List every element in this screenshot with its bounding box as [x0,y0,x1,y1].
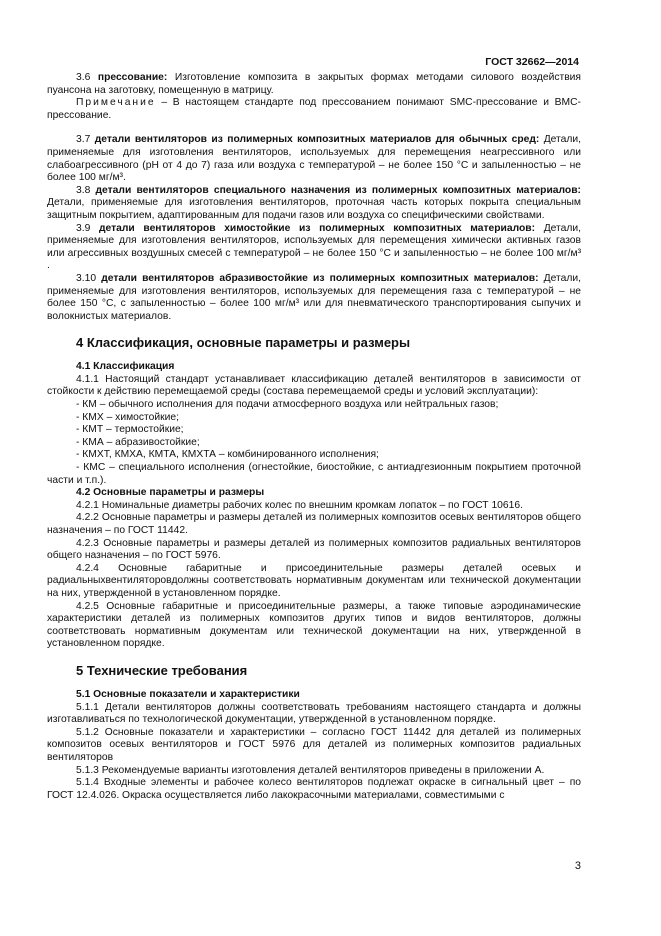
subsection-4-2-title: 4.2 Основные параметры и размеры [76,487,265,499]
clause-4-2-1: 4.2.1 Номинальные диаметры рабочих колес по внешним кромкам лопаток – по ГОСТ 10616. [76,499,523,511]
term: детали вентиляторов химостойкие из полимерных композитных материалов: [98,222,536,234]
clause-4-2-2: 4.2.2 Основные параметры и размеры деталей из полимерных композитов осевых вентиляторов общего назначения – по ГОСТ 11442. [47,512,581,536]
clause-3-8: 3.8 детали вентиляторов специального назначения из полимерных композитных материалов: Детали, применяемые для изготовления вентиляторов, проточная часть которых покрыта специальным защитным покрытием, адаптированным для подачи газов или воздуха со специфическими свойствами. [47,184,581,221]
clause-3-9: 3.9 детали вентиляторов химостойкие из полимерных композитных материалов: Детали, применяемые для изготовления вентиляторов, используемых для перемещения химически активных газов или агрессивных воздушных смесей с температурой – не более 150 °С и запыленностью – не более 100 мг/м³ . [47,222,581,272]
subsection-4-1-title: 4.1 Классификация [76,361,175,373]
document-body [47,72,581,802]
standard-header: ГОСТ 32662—2014 [485,56,579,68]
section-4-title: 4 Классификация, основные параметры и размеры [76,335,411,351]
term: детали вентиляторов специального назначения из полимерных композитных материалов: [95,184,581,196]
note: Примечание – В настоящем стандарте под прессованием понимают SMC-прессование и BMC-прессование. [47,97,581,121]
list-item: - КМС – специального исполнения (огнестойкие, биостойкие, с антиадгезионным покрытием проточной части и т.п.). [47,462,581,486]
clause-4-2-5: 4.2.5 Основные габаритные и присоединительные размеры, а также типовые аэродинамические характеристики деталей из полимерных композитов других типов и видов вентиляторов, должны соответствовать нормативным документам или технической документации на них, утвержденной в установленном порядке. [47,600,581,650]
clause-3-10: 3.10 детали вентиляторов абразивостойкие из полимерных композитных материалов: Детали, применяемые для изготовления вентиляторов, используемых для перемещения газа с температурой – не более 150 °С, с запыленностью – более 100 мг/м³ или для пневматического транспортирования сыпучих и волокнистых материалов. [47,272,581,322]
term: детали вентиляторов абразивостойкие из полимерных композитных материалов: [101,272,539,284]
list-item: - КМА – абразивостойкие; [76,436,200,448]
clause-3-6: 3.6 прессование: Изготовление композита в закрытых формах методами силового воздействия пуансона на заготовку, помещенную в матрицу. [47,72,581,96]
clause-5-1-2: 5.1.2 Основные показатели и характеристики – согласно ГОСТ 11442 для деталей из полимерных композитов осевых вентиляторов и ГОСТ 5976 для деталей из полимерных композитов радиальных вентиляторов [47,726,581,763]
subsection-5-1-title: 5.1 Основные показатели и характеристики [76,688,300,700]
page-number: 3 [574,860,581,872]
clause-4-1-1: 4.1.1 Настоящий стандарт устанавливает классификацию деталей вентиляторов в зависимости от стойкости к действию перемещаемой среды (состава перемещаемой среды и условий эксплуатации): [47,373,581,398]
clause-4-2-3: 4.2.3 Основные параметры и размеры деталей из полимерных композитов радиальных вентиляторов общего назначения – по ГОСТ 5976. [47,537,581,562]
list-item: - КМ – обычного исполнения для подачи атмосферного воздуха или нейтральных газов; [76,399,499,411]
clause-5-1-1: 5.1.1 Детали вентиляторов должны соответствовать требованиям настоящего стандарта и должны изготавливаться по технологической документации, утвержденной в установленном порядке. [47,701,581,726]
clause-5-1-4: 5.1.4 Входные элементы и рабочее колесо вентиляторов подлежат окраске в сигнальный цвет – по ГОСТ 12.4.026. Окраска осуществляется либо лакокрасочными материалами, совместимыми с [47,777,581,801]
term: детали вентиляторов из полимерных композитных материалов для обычных сред: [94,134,540,146]
clause-3-7: 3.7 детали вентиляторов из полимерных композитных материалов для обычных сред: Детали, применяемые для изготовления вентиляторов, используемых для перемещения неагрессивного или слабоагрессивного (pH от 4 до 7) газа или воздуха с температурой – не более 150 °С и запыленностью – не более 100 мг/м³. [47,134,581,184]
note-label: Примечание [76,97,156,109]
clause-5-1-3: 5.1.3 Рекомендуемые варианты изготовления деталей вентиляторов приведены в приложении А. [76,764,545,776]
classification-list [47,399,581,487]
list-item: - КМХ – химостойкие; [76,411,179,423]
term: прессование: [97,72,168,83]
list-item: - КМХТ, КМХА, КМТА, КМХТА – комбинированного исполнения; [76,449,379,461]
section-5-title: 5 Технические требования [76,662,248,678]
clause-4-2-4: 4.2.4 Основные габаритные и присоединительные размеры деталей осевых и радиальныхвентиляторовдолжны соответствовать нормативным документам или технической документации на них, утвержденной в установленном порядке. [47,562,581,599]
list-item: - КМТ – термостойкие; [76,424,184,436]
